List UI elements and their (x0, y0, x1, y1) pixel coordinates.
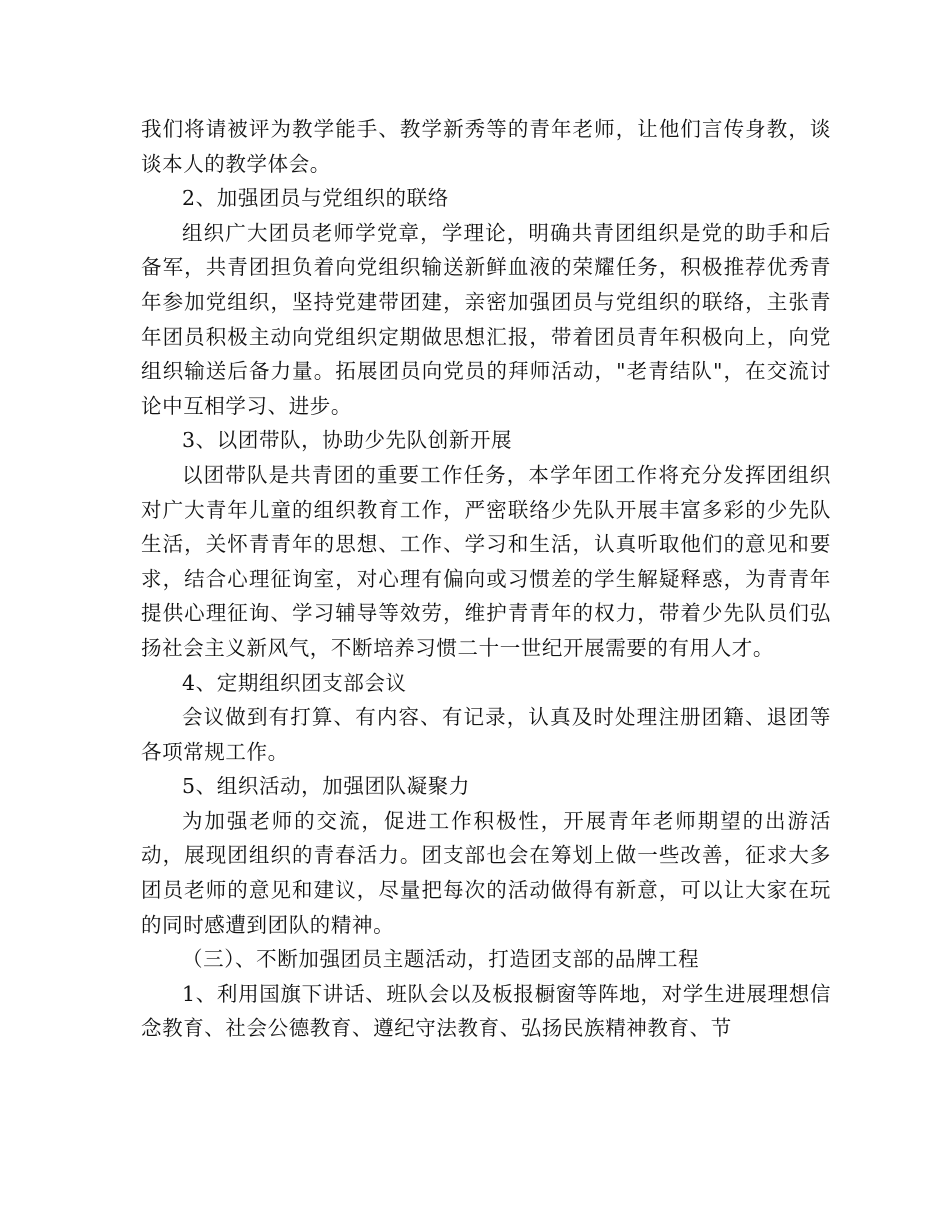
section-heading-4: 4、定期组织团支部会议 (182, 670, 407, 695)
paragraph-young-pioneers: 以团带队是共青团的重要工作任务，本学年团工作将充分发挥团组织对广大青年儿童的组织教育工作，严密联络少先队开展丰富多彩的少先队生活，关怀青青年的思想、工作、学习和生活，认真听取他们的意见和要求，结合心理征询室，对心理有偏向或习惯差的学生解疑释惑，为青青年提供心理征询、学习辅导等效劳，维护青青年的权力，带着少先队员们弘扬社会主义新风气，不断培养习惯二十一世纪开展需要的有用人才。 (141, 462, 831, 660)
section-heading-3: 3、以团带队，协助少先队创新开展 (182, 428, 513, 453)
paragraph-continuation: 我们将请被评为教学能手、教学新秀等的青年老师，让他们言传身教，谈谈本人的教学体会。 (141, 117, 831, 176)
section-heading-5: 5、组织活动，加强团队凝聚力 (182, 774, 470, 799)
paragraph-flag-speeches: 1、利用国旗下讲话、班队会以及板报橱窗等阵地，对学生进展理想信念教育、社会公德教育、遵纪守法教育、弘扬民族精神教育、节 (141, 981, 831, 1041)
document-body (141, 112, 831, 1046)
section-heading-2: 2、加强团员与党组织的联络 (182, 186, 449, 211)
paragraph-branch-meetings: 会议做到有打算、有内容、有记录，认真及时处理注册团籍、退团等各项常规工作。 (141, 705, 831, 764)
section-heading-part-3: （三）、不断加强团员主题活动，打造团支部的品牌工程 (182, 947, 700, 972)
paragraph-party-liaison: 组织广大团员老师学党章，学理论，明确共青团组织是党的助手和后备军，共青团担负着向党组织输送新鲜血液的荣耀任务，积极推荐优秀青年参加党组织，坚持党建带团建，亲密加强团员与党组织的联络，主张青年团员积极主动向党组织定期做思想汇报，带着团员青年积极向上，向党组织输送后备力量。拓展团员向党员的拜师活动，"老青结队"，在交流讨论中互相学习、进步。 (141, 220, 831, 418)
paragraph-team-activities: 为加强老师的交流，促进工作积极性，开展青年老师期望的出游活动，展现团组织的青春活力。团支部也会在筹划上做一些改善，征求大多团员老师的意见和建议，尽量把每次的活动做得有新意，可以让大家在玩的同时感遭到团队的精神。 (141, 808, 831, 937)
